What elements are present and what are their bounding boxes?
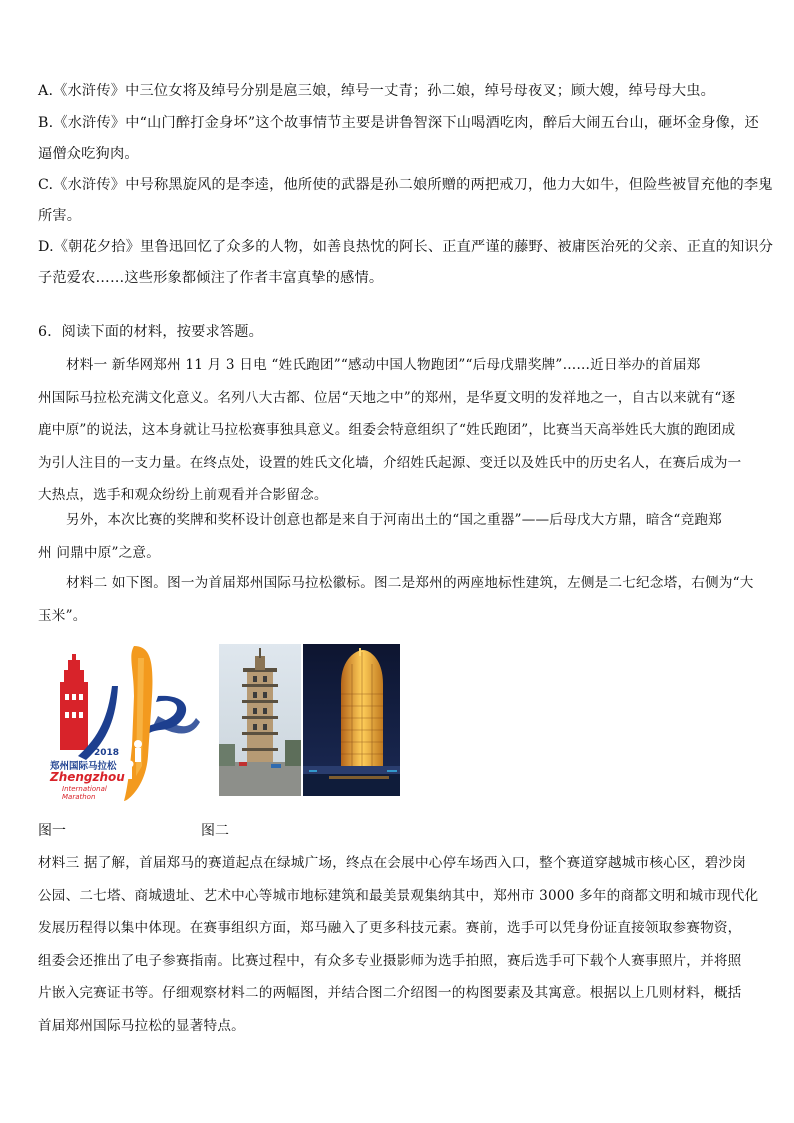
figure-two-photos <box>219 644 400 796</box>
option-d-line1: D.《朝花夕拾》里鲁迅回忆了众多的人物，如善良热忱的阿长、正直严谨的藤野、被庸医治死的父亲、正直的知识分 <box>38 239 774 255</box>
question-heading <box>38 317 758 348</box>
material-one <box>38 349 758 512</box>
material-two-line2: 玉米”。 <box>38 607 87 624</box>
material-one-line4: 为引人注目的一支力量。在终点处，设置的姓氏文化墙，介绍姓氏起源、变迁以及姓氏中的历史名人，在赛后成为一 <box>38 454 742 471</box>
material-one-line3: 鹿中原”的说法，这本身就让马拉松赛事独具意义。组委会特意组织了“姓氏跑团”，比赛当天高举姓氏大旗的跑团成 <box>38 422 736 438</box>
option-a <box>38 76 758 107</box>
option-b <box>38 108 758 170</box>
option-c-line2: 所害。 <box>38 208 82 224</box>
logo-english-marathon: Marathon <box>62 793 96 801</box>
logo-year: 2018 <box>94 748 120 758</box>
material-one-extra <box>38 504 758 569</box>
logo-english-international: International <box>62 785 107 793</box>
material-three-line3: 发展历程得以集中体现。在赛事组织方面，郑马融入了更多科技元素。赛前，选手可以凭身份证直接领取参赛物资， <box>38 920 742 936</box>
material-three-line5: 片嵌入完赛证书等。仔细观察材料二的两幅图，并结合图二介绍图一的构图要素及其寓意。根据以上几则材料，概括 <box>38 985 742 1001</box>
logo-english-city: Zhengzhou <box>50 770 125 784</box>
material-one-line2: 州国际马拉松充满文化意义。名列八大古都、位居“天地之中”的郑州，是华夏文明的发祥地之一，自古以来就有“逐 <box>38 389 736 406</box>
material-two-line1: 材料二 如下图。图一为首届郑州国际马拉松徽标。图二是郑州的两座地标性建筑，左侧是二七纪念塔，右侧为“大 <box>66 575 754 591</box>
logo-chinese-title: 郑州国际马拉松 <box>50 761 117 772</box>
option-c <box>38 170 773 232</box>
material-three-line1: 材料三 据了解，首届郑马的赛道起点在绿城广场，终点在会展中心停车场西入口，整个赛道穿越城市核心区，碧沙岗 <box>38 855 746 871</box>
material-one-extra-line1: 另外，本次比赛的奖牌和奖杯设计创意也都是来自于河南出土的“国之重器”——后母戊大方鼎，暗含“竞跑郑 <box>66 512 722 528</box>
option-a-text: A.《水浒传》中三位女将及绰号分别是扈三娘，绰号一丈青；孙二娘，绰号母夜叉；顾大嫂，绰号母大虫。 <box>38 83 715 99</box>
option-b-line1: B.《水浒传》中“山门醉打金身坏”这个故事情节主要是讲鲁智深下山喝酒吃肉，醉后大闹五台山，砸坏金身像，还 <box>38 115 759 131</box>
material-one-line5: 大热点，选手和观众纷纷上前观看并合影留念。 <box>38 487 328 503</box>
question-6-title: 6．阅读下面的材料，按要求答题。 <box>38 324 264 340</box>
figure-one-logo <box>38 636 208 806</box>
option-d-line2: 子范爱农……这些形象都倾注了作者丰富真挚的感情。 <box>38 270 384 286</box>
material-three-line6: 首届郑州国际马拉松的显著特点。 <box>38 1017 245 1034</box>
figure-one-caption: 图一 <box>38 823 66 839</box>
material-three <box>38 847 758 1042</box>
material-three-line2: 公园、二七塔、商城遗址、艺术中心等城市地标建筑和最美景观集纳其中，郑州市 3000 多年的商都文明和城市现代化 <box>38 887 759 904</box>
material-one-extra-line2: 州 问鼎中原”之意。 <box>38 544 161 561</box>
material-one-line1: 材料一 新华网郑州 11 月 3 日电 “姓氏跑团”“感动中国人物跑团”“后母戊鼎奖牌”……近日举办的首届郑 <box>66 357 701 373</box>
option-b-line2: 逼僧众吃狗肉。 <box>38 146 139 162</box>
material-three-line4: 组委会还推出了电子参赛指南。比赛过程中，有众多专业摄影师为选手拍照，赛后选手可下载个人赛事照片，并将照 <box>38 952 742 969</box>
landmark-photos <box>219 644 400 796</box>
option-d <box>38 232 774 294</box>
material-two <box>38 567 758 632</box>
option-c-line1: C.《水浒传》中号称黑旋风的是李逵，他所使的武器是孙二娘所赠的两把戒刀，他力大如牛，但险些被冒充他的李鬼 <box>38 177 773 193</box>
figure-two-caption: 图二 <box>201 823 229 839</box>
